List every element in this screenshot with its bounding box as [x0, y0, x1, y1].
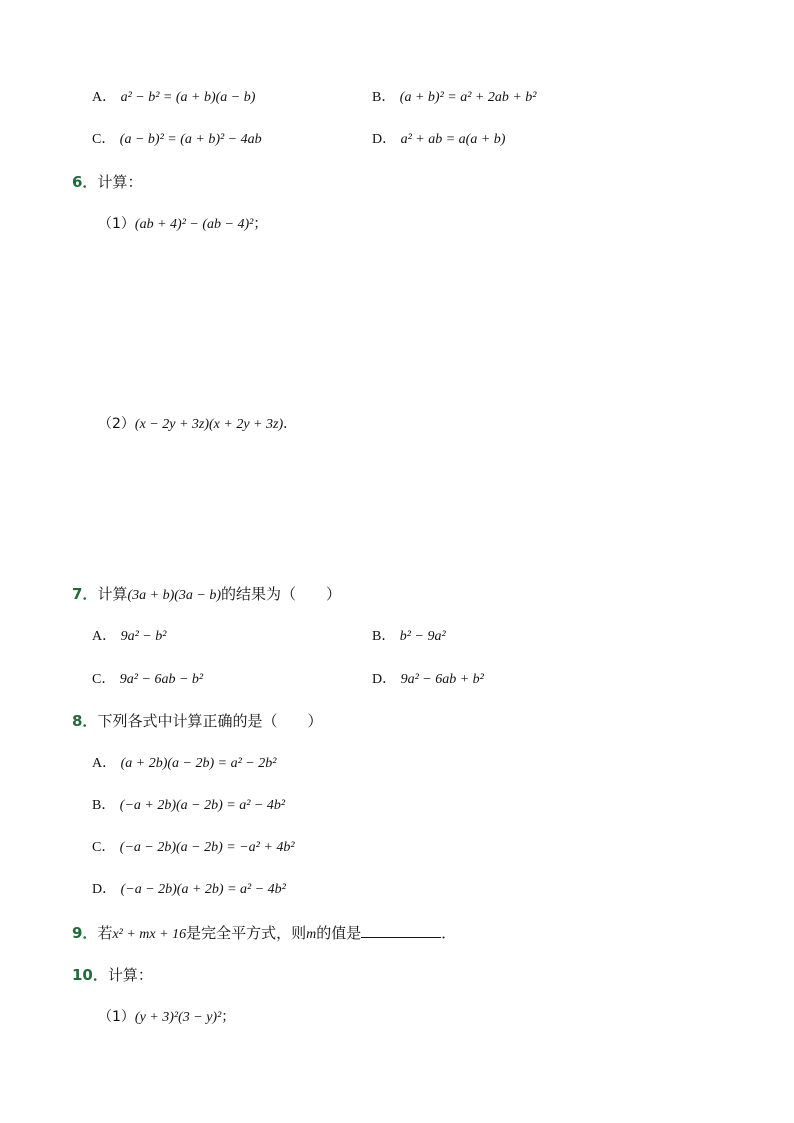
question-number: 6．	[72, 173, 98, 191]
option-letter: C．	[92, 672, 116, 687]
option-letter: D．	[92, 882, 117, 897]
option-letter: A．	[92, 629, 117, 644]
part-expression: (x − 2y + 3z)(x + 2y + 3z)	[134, 417, 284, 432]
q8-option-c[interactable]	[92, 838, 295, 857]
part-end: ；	[253, 216, 268, 232]
option-letter: B．	[372, 629, 396, 644]
question-suffix: 的值是	[316, 924, 362, 942]
question-number: 10．	[72, 966, 108, 984]
q9-heading	[72, 923, 456, 945]
part-label: （1）	[98, 1009, 135, 1025]
option-expression: a² + ab = a(a + b)	[400, 132, 506, 147]
option-letter: A．	[92, 90, 117, 105]
question-end: ．	[441, 924, 457, 942]
option-expression: (−a − 2b)(a + 2b) = a² − 4b²	[120, 882, 286, 897]
q7-option-d[interactable]	[372, 670, 484, 689]
option-expression: (−a + 2b)(a − 2b) = a² − 4b²	[119, 798, 286, 813]
option-letter: B．	[372, 90, 396, 105]
part-label: （1）	[98, 216, 135, 232]
q8-option-b[interactable]	[92, 796, 285, 815]
option-letter: D．	[372, 132, 397, 147]
option-letter: A．	[92, 756, 117, 771]
question-prefix: 若	[97, 924, 113, 942]
q7-option-c[interactable]	[92, 670, 203, 689]
question-suffix: 的结果为（ ）	[221, 585, 342, 603]
option-expression: 9a² − 6ab − b²	[119, 672, 204, 687]
option-letter: D．	[372, 672, 397, 687]
q6-part-2	[98, 415, 297, 434]
answer-blank[interactable]	[361, 923, 441, 938]
q7-heading	[72, 584, 341, 606]
q8-heading	[72, 711, 322, 731]
question-number: 7．	[72, 585, 98, 603]
question-variable: m	[306, 927, 317, 942]
part-expression: (ab + 4)² − (ab − 4)²	[134, 217, 254, 232]
part-end: ；	[221, 1009, 236, 1025]
option-expression: (a + b)² = a² + 2ab + b²	[399, 90, 537, 105]
option-expression: (a + 2b)(a − 2b) = a² − 2b²	[120, 756, 277, 771]
part-label: （2）	[98, 416, 135, 432]
question-expression: (3a + b)(3a − b)	[127, 588, 221, 603]
q10-heading	[72, 965, 153, 985]
option-letter: C．	[92, 132, 116, 147]
q5-option-a[interactable]	[92, 88, 255, 107]
q5-option-d[interactable]	[372, 130, 505, 149]
option-expression: b² − 9a²	[399, 629, 446, 644]
q5-option-c[interactable]	[92, 130, 262, 149]
question-prefix: 计算	[97, 585, 128, 603]
question-text: 计算：	[107, 966, 153, 984]
q6-heading	[72, 172, 142, 192]
q10-part-1	[98, 1008, 235, 1027]
q6-part-1	[98, 215, 267, 234]
q8-option-a[interactable]	[92, 754, 276, 773]
option-letter: B．	[92, 798, 116, 813]
option-expression: a² − b² = (a + b)(a − b)	[120, 90, 256, 105]
option-expression: (−a − 2b)(a − 2b) = −a² + 4b²	[119, 840, 295, 855]
q7-option-b[interactable]	[372, 627, 446, 646]
question-middle: 是完全平方式，则	[186, 924, 307, 942]
q8-option-d[interactable]	[92, 880, 286, 899]
question-expression: x² + mx + 16	[112, 927, 187, 942]
option-expression: 9a² − b²	[120, 629, 167, 644]
question-number: 8．	[72, 712, 98, 730]
part-expression: (y + 3)²(3 − y)²	[134, 1010, 222, 1025]
q5-option-b[interactable]	[372, 88, 537, 107]
option-expression: (a − b)² = (a + b)² − 4ab	[119, 132, 262, 147]
option-letter: C．	[92, 840, 116, 855]
option-expression: 9a² − 6ab + b²	[400, 672, 484, 687]
part-end: ．	[283, 416, 298, 432]
q7-option-a[interactable]	[92, 627, 166, 646]
question-text: 计算：	[97, 173, 143, 191]
question-number: 9．	[72, 924, 98, 942]
question-text: 下列各式中计算正确的是（ ）	[97, 712, 323, 730]
